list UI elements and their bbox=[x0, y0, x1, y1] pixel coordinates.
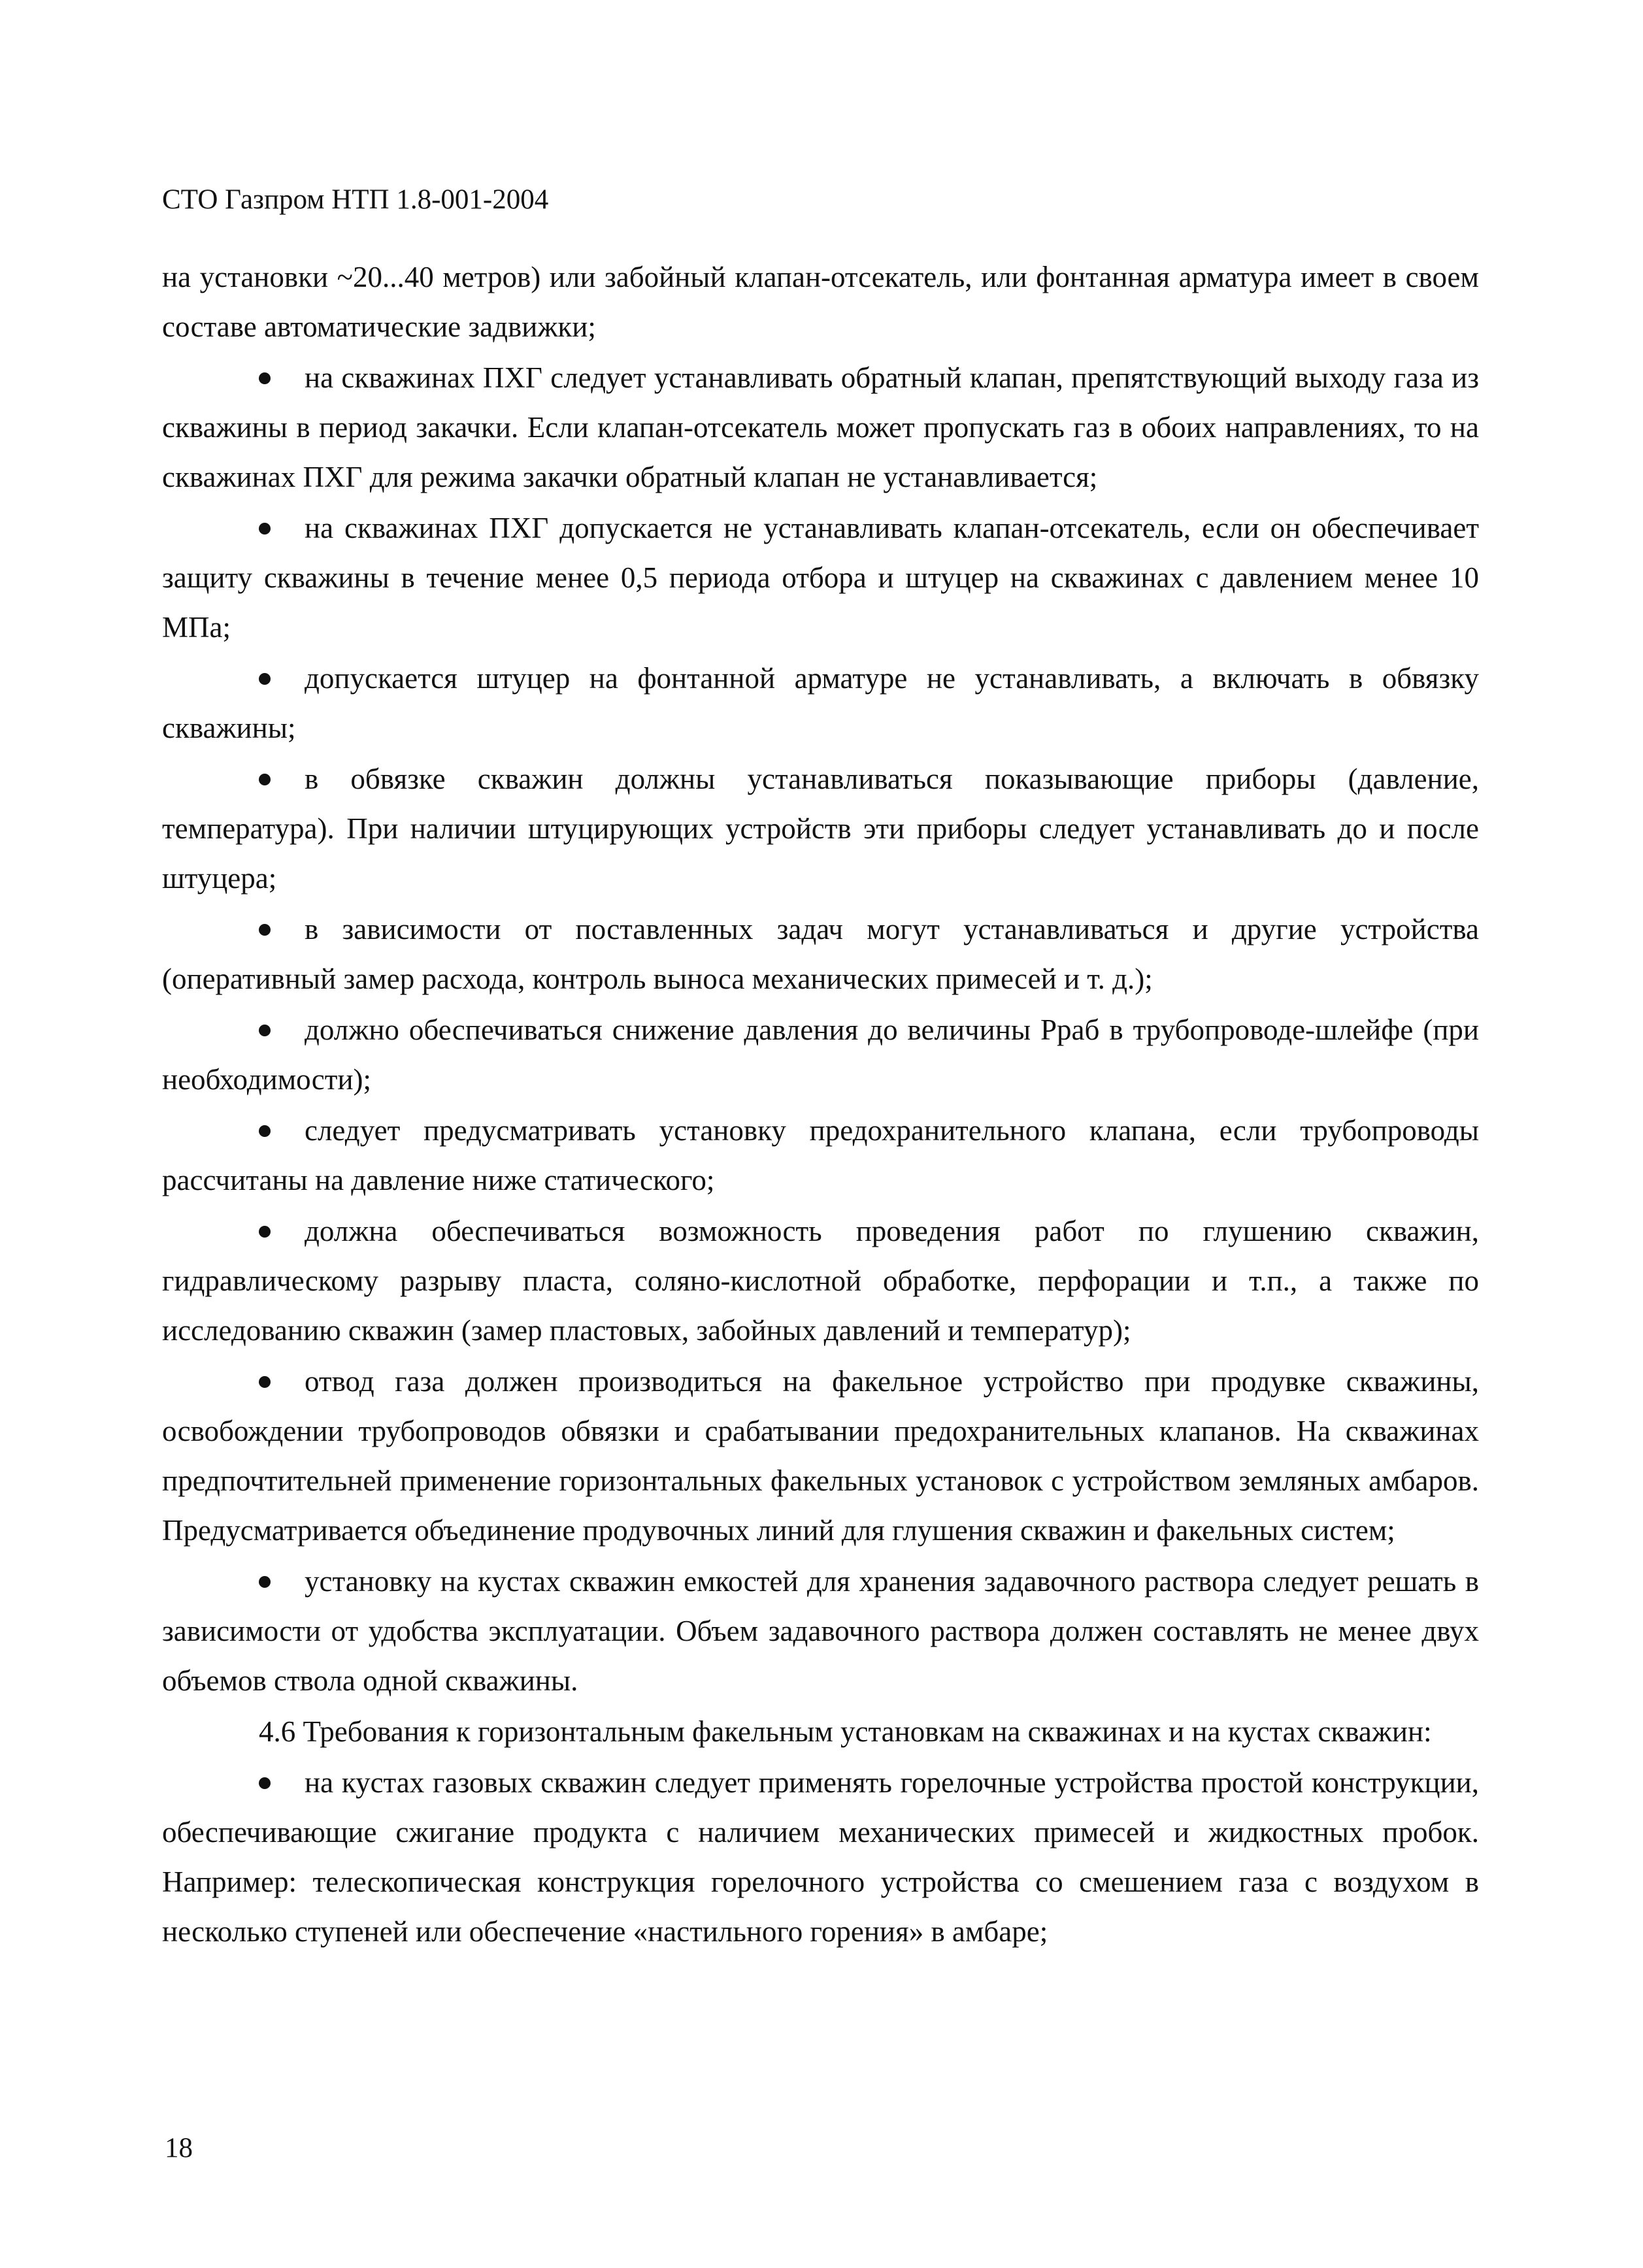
bullet-dot-icon bbox=[259, 372, 271, 384]
bullet-marker bbox=[259, 653, 305, 703]
bullet-marker bbox=[259, 1005, 305, 1055]
bullet-marker bbox=[259, 353, 305, 403]
document-header: СТО Газпром НТП 1.8-001-2004 bbox=[162, 184, 549, 215]
bullet-item bbox=[162, 1106, 1479, 1205]
bullet-item bbox=[162, 904, 1479, 1004]
bullet-dot-icon bbox=[259, 523, 271, 534]
bullet-dot-icon bbox=[259, 774, 271, 785]
bullet-dot-icon bbox=[259, 1025, 271, 1036]
bullet-item bbox=[162, 1356, 1479, 1555]
bullet-text: следует предусматривать установку предохранительного клапана, если трубопроводы рассчитаны на давление ниже статического; bbox=[162, 1114, 1479, 1196]
bullet-item bbox=[162, 653, 1479, 753]
requirements-list bbox=[162, 353, 1479, 1705]
bullet-text: в обвязке скважин должны устанавливаться показывающие приборы (давление, температура). При наличии штуцирующих устройств эти приборы следует устанавливать до и после штуцера; bbox=[162, 763, 1479, 895]
bullet-text: должна обеспечиваться возможность проведения работ по глушению скважин, гидравлическому разрыву пласта, соляно-кислотной обработке, перфорации и т.п., а также по исследованию скважин (замер пластовых, забойных давлений и температур); bbox=[162, 1215, 1479, 1347]
bullet-item bbox=[162, 1758, 1479, 1956]
bullet-dot-icon bbox=[259, 1125, 271, 1137]
bullet-text: на скважинах ПХГ допускается не устанавливать клапан-отсекатель, если он обеспечивает защиту скважины в течение менее 0,5 периода отбора и штуцер на скважинах с давлением менее 10 МПа; bbox=[162, 512, 1479, 644]
bullet-marker bbox=[259, 1356, 305, 1406]
bullet-marker bbox=[259, 1206, 305, 1256]
bullet-item bbox=[162, 1005, 1479, 1104]
bullet-text: допускается штуцер на фонтанной арматуре не устанавливать, а включать в обвязку скважины; bbox=[162, 662, 1479, 744]
bullet-dot-icon bbox=[259, 1777, 271, 1789]
bullet-marker bbox=[259, 1106, 305, 1155]
page-number: 18 bbox=[165, 2133, 193, 2163]
bullet-text: установку на кустах скважин емкостей для хранения задавочного раствора следует решать в зависимости от удобства эксплуатации. Объем задавочного раствора должен составлять не менее двух объемов ствола одной скважины. bbox=[162, 1565, 1479, 1697]
document-body bbox=[162, 252, 1479, 1958]
bullet-item bbox=[162, 1556, 1479, 1705]
bullet-text: в зависимости от поставленных задач могут устанавливаться и другие устройства (оперативный замер расхода, контроль выноса механических примесей и т. д.); bbox=[162, 913, 1479, 995]
intro-paragraph: на установки ~20...40 метров) или забойный клапан-отсекатель, или фонтанная арматура имеет в своем составе автоматические задвижки; bbox=[162, 261, 1479, 343]
bullet-marker bbox=[259, 754, 305, 804]
bullet-item bbox=[162, 353, 1479, 502]
bullet-dot-icon bbox=[259, 924, 271, 936]
bullet-item bbox=[162, 1206, 1479, 1355]
flare-requirements-list bbox=[162, 1758, 1479, 1956]
bullet-dot-icon bbox=[259, 1376, 271, 1388]
bullet-text: должно обеспечиваться снижение давления до величины Pраб в трубопроводе-шлейфе (при необходимости); bbox=[162, 1013, 1479, 1096]
bullet-text: на скважинах ПХГ следует устанавливать обратный клапан, препятствующий выходу газа из скважины в период закачки. Если клапан-отсекатель может пропускать газ в обоих направлениях, то на скважинах ПХГ для режима закачки обратный клапан не устанавливается; bbox=[162, 361, 1479, 493]
bullet-dot-icon bbox=[259, 1226, 271, 1238]
bullet-dot-icon bbox=[259, 1576, 271, 1588]
bullet-item bbox=[162, 503, 1479, 652]
bullet-marker bbox=[259, 1556, 305, 1606]
bullet-item bbox=[162, 754, 1479, 903]
bullet-marker bbox=[259, 1758, 305, 1807]
bullet-text: отвод газа должен производиться на факельное устройство при продувке скважины, освобождении трубопроводов обвязки и срабатывании предохранительных клапанов. На скважинах предпочтительней применение горизонтальных факельных установок с устройством земляных амбаров. Предусматривается объединение продувочных линий для глушения скважин и факельных систем; bbox=[162, 1365, 1479, 1547]
bullet-text: на кустах газовых скважин следует применять горелочные устройства простой конструкции, обеспечивающие сжигание продукта с наличием механических примесей и жидкостных пробок. Например: телескопическая конструкция горелочного устройства со смешением газа с воздухом в несколько ступеней или обеспечение «настильного горения» в амбаре; bbox=[162, 1766, 1479, 1948]
bullet-dot-icon bbox=[259, 673, 271, 685]
bullet-marker bbox=[259, 503, 305, 553]
bullet-marker bbox=[259, 904, 305, 954]
section-heading: 4.6 Требования к горизонтальным факельным установкам на скважинах и на кустах скважин: bbox=[259, 1715, 1432, 1748]
